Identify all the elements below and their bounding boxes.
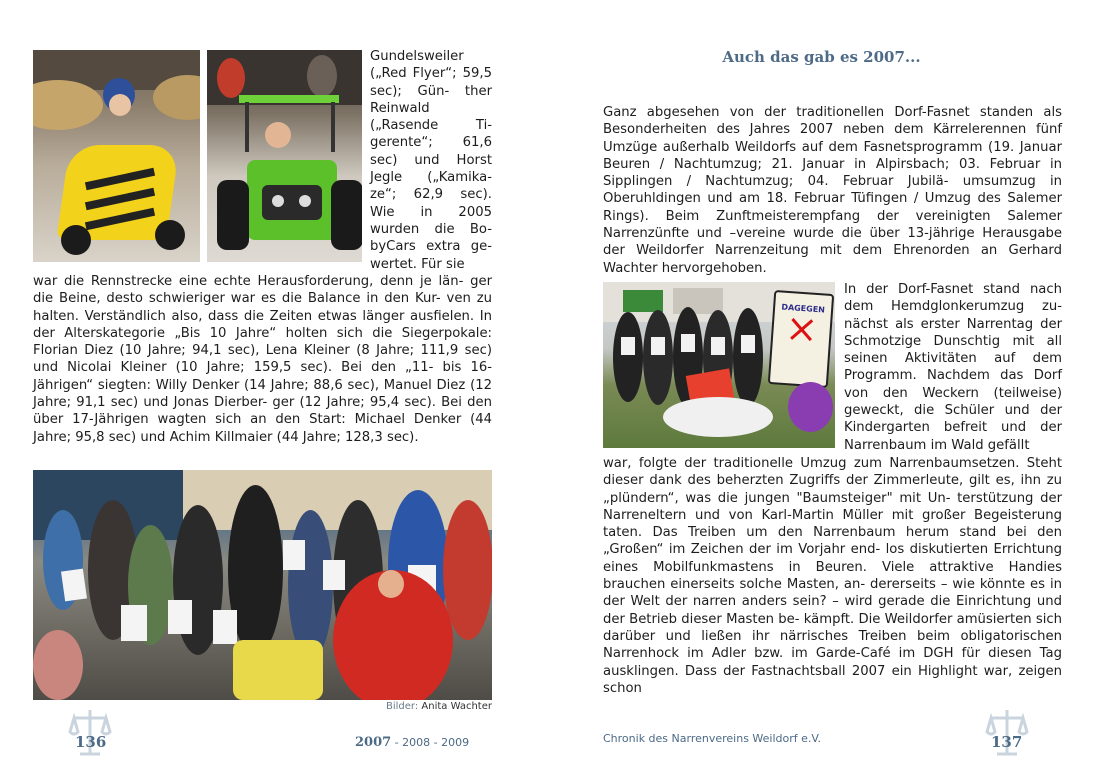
paragraph: war die Rennstrecke eine echte Herausforderung, denn je län- ger die Beine, desto schwieriger war es die Balance in den Kur- ven zu halten. Verständlich also, dass die Zeiten etwas länger ausfielen. In der Alterskategorie „Bis 10 Jahre“ holten sich die Siegerpokale: Florian Diez (10 Jahre; 94,1 sec), Lena Kleiner (8 Jahre; 111,9 sec) und Nicolai Kleiner (10 Jahre; 159,5 sec). Bei den „11- bis 16-Jährigen“ siegten: Willy Denker (14 Jahre; 88,6 sec), Manuel Diez (12 Jahre; 91,1 sec) und Jonas Dierber- ger (12 Jahre; 95,4 sec). Bei den über 17-Jährigen wagten sich an den Start: Michael Denker (44 Jahre; 95,8 sec) und Achim Killmaier (44 Jahre; 128,3 sec). (33, 274, 492, 445)
left-body-text (33, 273, 492, 446)
photo-fasnet-costumes (603, 282, 835, 448)
caption-name: Anita Wachter (421, 701, 492, 712)
footer-chronik: Chronik des Narrenvereins Weildorf e.V. (603, 732, 822, 745)
footer-years (355, 735, 469, 750)
page-number-right: 137 (991, 733, 1023, 751)
photo-tractor-car (207, 50, 362, 262)
paragraph: Gundelsweiler („Red Flyer“; 59,5 sec); Gün- ther Reinwald („Rasende Ti- gerente“; 61,6 sec) und Horst Jegle („Kamika- ze“; 62,9 sec). Wie in 2005 wurden die Bo- byCars extra ge- wertet. Für sie (370, 49, 492, 272)
paragraph: war, folgte der traditionelle Umzug zum Narrenbaumsetzen. Steht dieser dank des beherzten Zugriffs der Zimmerleute, gilt es, ihn zu „plündern“, was die jungen "Baumsteiger" mit Un- terstützung der Narreneltern und von Karl-Martin Müller mit großer Begeisterung taten. Das Treiben um den Narrenbaum herum stand bei den „Großen“ im Zeichen der im Vorjahr end- los diskutierten Errichtung eines Mobilfunkmastens in Beuren. Viele attraktive Handies brauchen einerseits solche Masten, an- dererseits – wie könnte es in der Welt der narren anders sein? – wird gerade die Einrichtung und der Betrieb dieser Masten be- kämpft. Die Weildorfer amüsierten sich darüber und ließen ihr närrisches Treiben beim obligatorischen Narrenhock im Adler bzw. im Garde-Café im DGH für diesen Tag ausklingen. Dass der Fastnachtsball 2007 ein Highlight war, zeigen schon (603, 456, 1062, 696)
right-intro-text (603, 104, 1062, 277)
right-body-text (603, 455, 1062, 697)
footer-year-current: 2007 (355, 735, 392, 750)
section-heading: Auch das gab es 2007... (722, 48, 921, 66)
photo-bobbycar-tiger (33, 50, 200, 262)
page-number-left: 136 (75, 733, 107, 751)
sign-text: DAGEGEN (781, 302, 826, 315)
photo-winners-group (33, 470, 492, 700)
paragraph: Ganz abgesehen von der traditionellen Dorf-Fasnet standen als Besonderheiten des Jahres 2007 neben dem Kärrelerennen fünf Umzüge außerhalb Weildorfs auf dem Fasnetsprogramm (19. Januar Beuren / Nachtumzug; 21. Januar in Alpirsbach; 03. Februar in Sipplingen / Nachtumzug; 04. Februar Jubilä- umsumzug in Oberuhldingen und am 18. Februar Tüfingen / Umzug des Salemer Rings). Beim Zunftmeisterempfang der vereinigten Salemer Narrenzünfte und –vereine wurde die über 13-jährige Herausgabe der Weildorfer Narrenzeitung mit dem Ehrenorden an Gerhard Wachter hervorgehoben. (603, 105, 1062, 276)
right-column-text (844, 281, 1062, 454)
paragraph: In der Dorf-Fasnet stand nach dem Hemdglonkerumzug zu- nächst als erster Narrentag der Schmotzige Dunschtig mit all seinen Aktivitäten auf dem Programm. Nachdem das Dorf von den Weckern (teilweise) geweckt, die Schüler und der Kindergarten befreit und der Narrenbaum im Wald gefällt (844, 282, 1062, 453)
left-column-text (370, 48, 492, 273)
photo-caption (300, 701, 492, 712)
footer-years-rest: - 2008 - 2009 (391, 736, 470, 749)
caption-label: Bilder: (385, 701, 419, 712)
